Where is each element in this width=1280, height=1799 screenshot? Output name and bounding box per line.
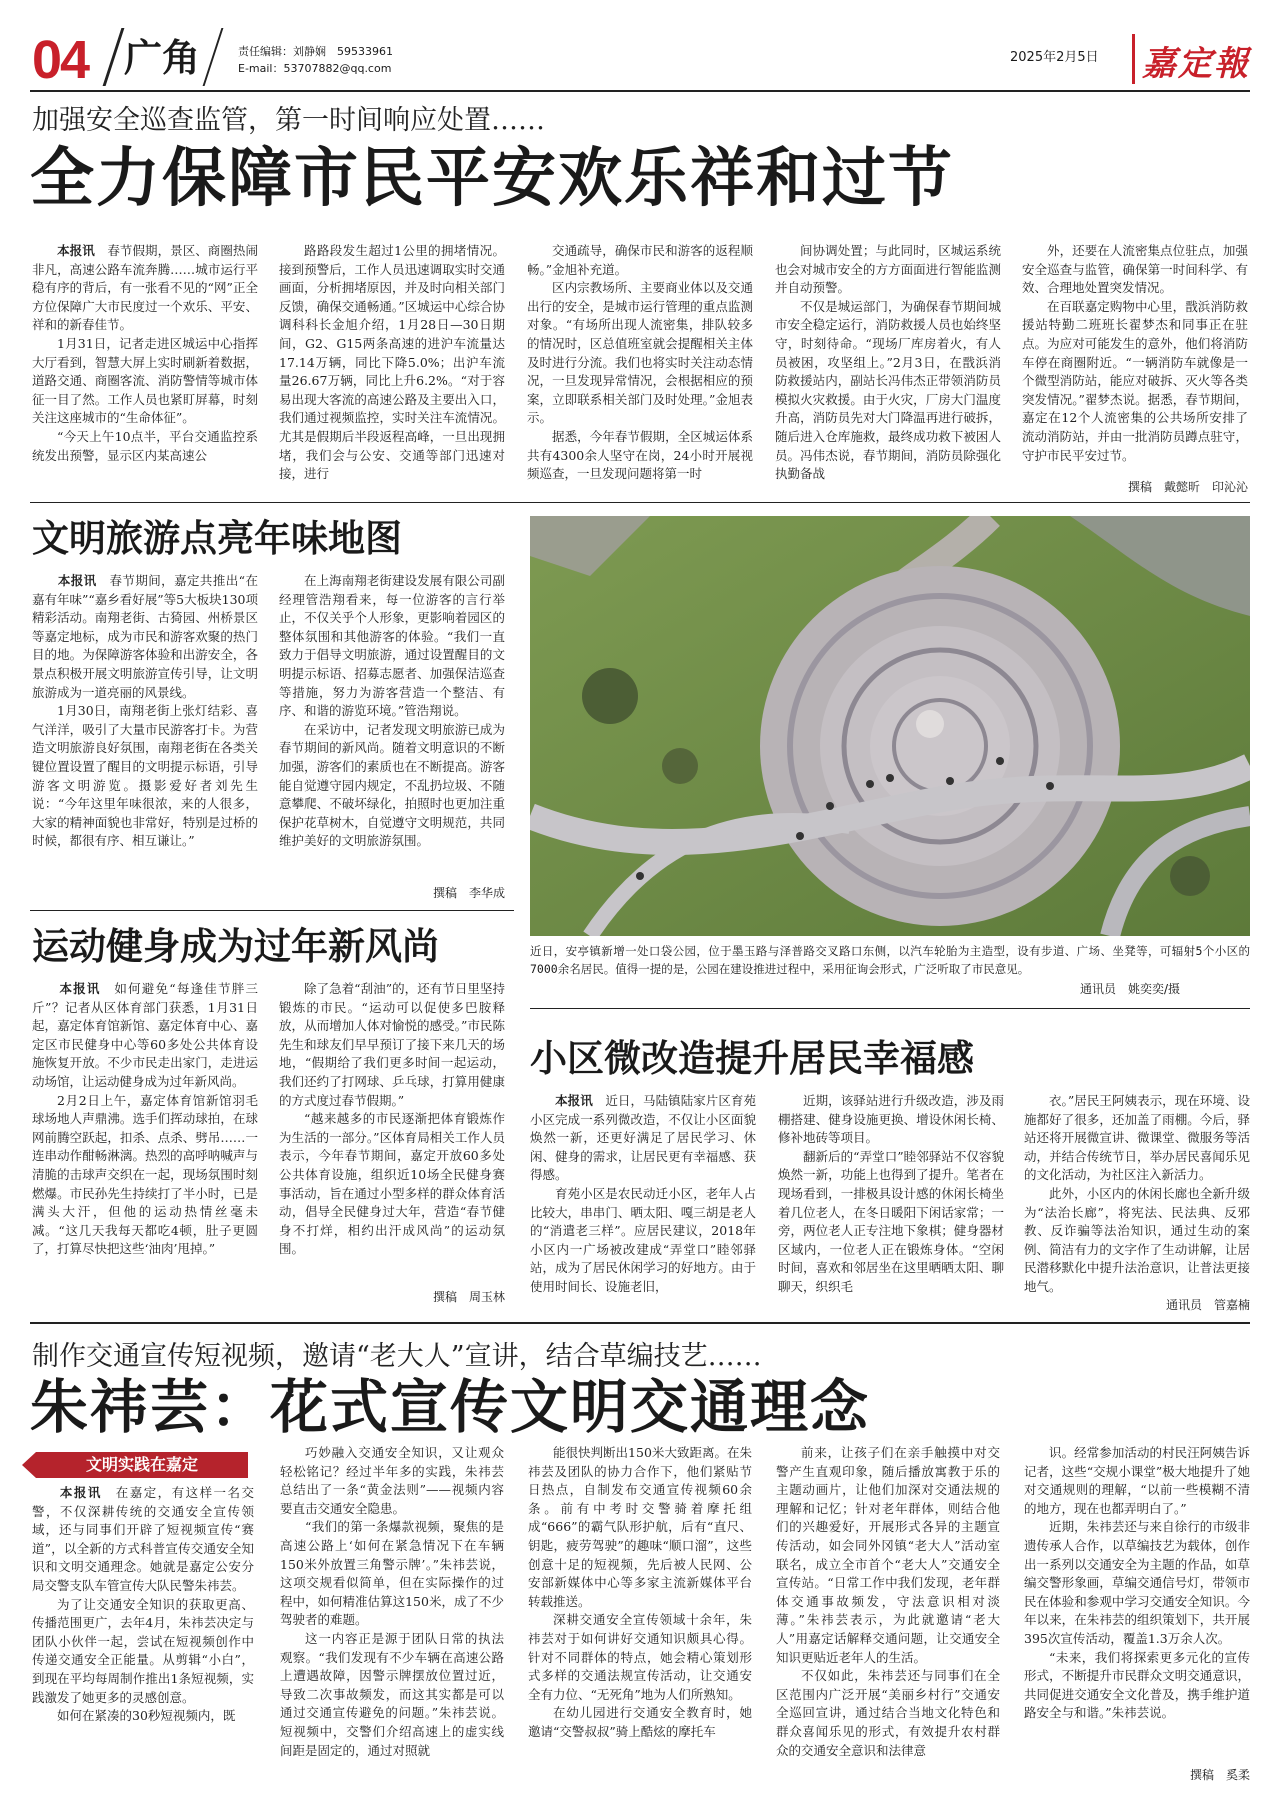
article4-headline: 小区微改造提升居民幸福感 [530, 1037, 974, 1080]
article1-col5 [1022, 242, 1248, 478]
paragraph: 深耕交通安全宣传领域十余年，朱祎芸对于如何讲好交通知识颇具心得。针对不同群体的特点，她会精心策划形式多样的交通法规宣传活动，让交通安全有力位、“无死角”地为人们所熟知。 [528, 1612, 752, 1702]
article4-byline: 通讯员 管嘉楠 [1165, 1298, 1250, 1312]
editor-info: 责任编辑：刘静娴 59533961 [238, 45, 393, 58]
paragraph: 本报讯 春节假期，景区、商圈热闹非凡，高速公路车流奔腾……城市运行平稳有序的背后，有一张看不见的“网”正全方位保障广大市民度过一个欢乐、平安、祥和的新春佳节。 [32, 243, 258, 333]
article1-col4 [775, 242, 1001, 496]
paragraph: 近期，朱祎芸还与来自徐行的市级非遗传承人合作，以草编技艺为载体，创作出一系列以交通安全为主题的作品，如草编交警形象画，草编交通信号灯，带领市民在体验和参观中学习交通安全知识。今年以来，在朱祎芸的组织策划下，共开展395次宣传活动，覆盖1.3万余人次。 [1024, 1519, 1250, 1646]
article1-kicker: 加强安全巡查监管，第一时间响应处置…… [32, 105, 545, 136]
header-divider [103, 28, 125, 86]
paragraph: “未来，我们将探索更多元化的宣传形式，不断提升市民群众文明交通意识，共同促进交通安全文化普及，携手维护道路安全与和谐。”朱祎芸说。 [1024, 1649, 1250, 1721]
paragraph: 1月31日，记者走进区城运中心指挥大厅看到，智慧大屏上实时刷新着数据，道路交通、商圈客流、消防警情等城市体征一目了然。工作人员也紧盯屏幕，时刻关注这座城市的“生命体征”。 [32, 335, 258, 426]
paragraph: 据悉，今年春节假期，全区城运体系共有4300余人坚守在岗，24小时开展视频巡查，一旦发现问题将第一时 [527, 428, 753, 482]
article2-col2 [279, 572, 505, 882]
article5-byline: 撰稿 奚柔 [1189, 1768, 1250, 1782]
paragraph: 前来，让孩子们在亲手触摸中对交警产生直观印象，随后播放寓教于乐的主题动画片，让他们加深对交通法规的理解和记忆；针对老年群体，则结合他们的兴趣爱好，开展形式各异的主题宣传活动，如会同外冈镇“老大人”活动室联名，成立全市首个“老大人”交通安全宣传站。“日常工作中我们发现，老年群体交通事故频发，守法意识相对淡薄。”朱祎芸表示，为此就邀请“老大人”用嘉定话解释交通问题，让交通安全知识更贴近老年人的生活。 [776, 1445, 1000, 1665]
section-name: 广角 [124, 35, 201, 80]
article5-col5 [1024, 1444, 1250, 1764]
article1-byline: 撰稿 戴懿昕 印沁沁 [1127, 480, 1248, 494]
paragraph: 育苑小区是农民动迁小区，老年人占比较大，串串门、晒太阳、嘎三胡是老人的“消遣老三样”。应居民建议，2018年小区内一广场被改建成“弄堂口”睦邻驿站，成为了居民休闲学习的好地方。由于使用时间长、设施老旧， [530, 1185, 756, 1294]
section-rule [30, 910, 514, 911]
article1-col3 [527, 242, 753, 496]
paragraph: 在采访中，记者发现文明旅游已成为春节期间的新风尚。随着文明意识的不断加强，游客们的素质也在不断提高。游客能自觉遵守园内规定，不乱扔垃圾、不随意攀爬、不破坏绿化，拍照时也更加注重保护花草树木，自觉遵守文明规范，共同维护美好的文明旅游氛围。 [279, 721, 505, 849]
paragraph: 交通疏导，确保市民和游客的返程顺畅。”金旭补充道。 [527, 243, 753, 277]
article2-headline: 文明旅游点亮年味地图 [32, 517, 402, 560]
paragraph: 除了急着“刮油”的，还有节日里坚持锻炼的市民。“运动可以促使多巴胺释放，从而增加人体对愉悦的感受。”市民陈先生和球友们早早预订了接下来几天的场地，“假期给了我们更多时间一起运动，我们还约了打网球、乒乓球，打算用健康的方式度过春节假期。” [279, 981, 505, 1108]
paragraph: 区内宗教场所、主要商业体以及交通出行的安全，是城市运行管理的重点监测对象。“有场所出现人流密集，排队较多的情况时，区总值班室就会提醒相关主体及时进行分流。我们也将实时关注动态情况，一旦发现异常情况，会根据相应的预案，立即联系相关部门及时处理。”金旭表示。 [527, 280, 753, 426]
section-rule [30, 1322, 1250, 1324]
paragraph: 衣。”居民王阿姨表示，现在环境、设施都好了很多，还加盖了雨棚。今后，驿站还将开展微宣讲、微课堂、微服务等活动，并结合传统节日，举办居民喜闻乐见的文化活动，为社区注入新活力。 [1024, 1093, 1250, 1183]
article3-byline: 撰稿 周玉林 [432, 1290, 505, 1304]
article3-headline: 运动健身成为过年新风尚 [32, 925, 439, 968]
section-rule [30, 502, 1250, 503]
paragraph: 本报讯 春节期间，嘉定共推出“在嘉有年味”“嘉乡看好展”等5大板块130项精彩活动。南翔老街、古猗园、州桥景区等嘉定地标，成为市民和游客欢聚的热门目的地。为保障游客体验和出游安全，各景点积极开展文明旅游宣传引导，让文明旅游成为一道亮丽的风景线。 [32, 573, 258, 700]
paragraph: 识。经常参加活动的村民汪阿姨告诉记者，这些“交规小课堂”极大地提升了她对交通规则的理解，“以前一些模糊不清的地方，现在也都弄明白了。” [1024, 1445, 1250, 1516]
paragraph: 这一内容正是源于团队日常的执法观察。“我们发现有不少车辆在高速公路上遭遇故障，因警示牌摆放位置过近，导致二次事故频发，而这其实都是可以通过交通宣传避免的问题。”朱祎芸说。短视频中，交警们介绍高速上的虚实线间距是固定的，通过对照就 [280, 1630, 504, 1758]
article5-col2 [280, 1444, 504, 1784]
photo-credit: 通讯员 姚奕奕/摄 [1080, 982, 1181, 996]
article4-col1 [530, 1092, 756, 1314]
editor-email: E-mail：53707882@qq.com [238, 62, 392, 75]
paragraph: 在百联嘉定购物中心里，戬浜消防救援站特勤二班班长翟梦杰和同事正在驻点。为应对可能发生的意外，他们将消防车停在商圈附近。“一辆消防车就像是一个微型消防站，能应对破拆、灭火等各类突发情况。”翟梦杰说。据悉，春节期间，嘉定在12个人流密集的公共场所安排了流动消防站，并由一批消防员蹲点驻守，守护市民平安过节。 [1022, 298, 1248, 463]
article5-col4 [776, 1444, 1000, 1784]
pocket-park-photo [530, 516, 1250, 936]
masthead: 嘉定報 [1142, 44, 1250, 84]
article1-col2 [279, 242, 505, 496]
paragraph: 2月2日上午，嘉定体育馆新馆羽毛球场地人声鼎沸。选手们挥动球拍，在球网前腾空跃起，扣杀、点杀、劈吊……一连串动作酣畅淋漓。热烈的高呼呐喊声与清脆的击球声交织在一起，现场氛围时刻燃爆。市民孙先生持续打了半小时，已是满头大汗，但他的运动热情丝毫未减。“这几天我每天都吃4顿，肚子更圆了，打算尽快把这些‘油肉’甩掉。” [32, 1092, 258, 1257]
paragraph: 在上海南翔老街建设发展有限公司副经理管浩翔看来，每一位游客的言行举止，不仅关乎个人形象，更影响着园区的整体氛围和其他游客的体验。“我们一直致力于倡导文明旅游，通过设置醒目的文明提示标语、招募志愿者、加强保洁巡查等措施，努力为游客营造一个整洁、有序、和谐的游览环境。”管浩翔说。 [279, 573, 505, 719]
paragraph: 不仅是城运部门，为确保春节期间城市安全稳定运行，消防救援人员也始终坚守，时刻待命。“现场厂库房着火，有人员被困，攻坚组上。”2月3日，在戬浜消防救援站内，副站长冯伟杰正带领消防员模拟火灾救援。由于火灾，厂房大门温度升高，消防员先对大门降温再进行破拆，随后进入仓库施救，最终成功救下被困人员。冯伟杰说，春节期间，消防员除强化执勤备战 [775, 298, 1001, 482]
paragraph: 在幼儿园进行交通安全教育时，她邀请“交警叔叔”骑上酷炫的摩托车 [528, 1705, 752, 1739]
paragraph: 为了让交通安全知识的获取更高、传播范围更广，去年4月，朱祎芸决定与团队小伙伴一起，尝试在短视频创作中传递交通安全正能量。从剪辑“小白”，到现在平均每周制作推出1条短视频，实践激发了她更多的灵感创意。 [32, 1596, 254, 1705]
paragraph: 本报讯 如何避免“每逢佳节胖三斤”？记者从区体育部门获悉，1月31日起，嘉定体育馆新馆、嘉定体育中心、嘉定区市民健身中心等60多处公共体育设施恢复开放。不少市民走出家门，走进运动场馆，让运动健身成为过年新风尚。 [32, 981, 258, 1089]
issue-date: 2025年2月5日 [1010, 50, 1099, 65]
article5-col3 [528, 1444, 752, 1784]
paragraph: 巧妙融入交通安全知识，又让观众轻松铭记？经过半年多的实践，朱祎芸总结出了一条“黄金法则”——视频内容要直击交通安全隐患。 [280, 1445, 504, 1516]
article4-col2 [778, 1092, 1004, 1314]
photo-caption: 近日，安亭镇新增一处口袋公园，位于墨玉路与泽普路交叉路口东侧，以汽车轮胎为主造型，设有步道、广场、坐凳等，可辐射5个小区的7000余名居民。值得一提的是，公园在建设推进过程中，采用征询会形式，广泛听取了市民意见。 [530, 944, 1250, 976]
article5-headline: 朱祎芸：花式宣传文明交通理念 [30, 1373, 871, 1441]
paragraph: 外，还要在人流密集点位驻点，加强安全巡查与监管，确保第一时间科学、有效、合理地处置突发情况。 [1022, 243, 1248, 296]
paragraph: 此外，小区内的休闲长廊也全新升级为“法治长廊”，将宪法、民法典、反邪教、反诈骗等法治知识，通过生动的案例、简洁有力的文字作了生动讲解，让居民潜移默化中提升法治意识，让普法更接地气。 [1024, 1185, 1250, 1294]
park-aerial-image [530, 516, 1250, 936]
paragraph: 1月30日，南翔老街上张灯结彩、喜气洋洋，吸引了大量市民游客打卡。为营造文明旅游良好氛围，南翔老街在各类关键位置设置了醒目的文明提示标语，引导游客文明游览。摄影爱好者刘先生说：“今年这里年味很浓，来的人很多，大家的精神面貌也非常好，特别是过桥的时候，都很有序、相互谦让。” [32, 703, 258, 849]
masthead-divider [1132, 34, 1135, 84]
paragraph: 不仅如此，朱祎芸还与同事们在全区范围内广泛开展“美丽乡村行”交通安全巡回宣讲，通过结合当地文化特色和群众喜闻乐见的形式，有效提升农村群众的交通安全意识和法律意 [776, 1668, 1000, 1758]
article4-col3 [1024, 1092, 1250, 1296]
paragraph: “今天上午10点半，平台交通监控系统发出预警，显示区内某高速公 [32, 428, 258, 463]
section-rule [530, 1008, 1250, 1009]
paragraph: 路路段发生超过1公里的拥堵情况。接到预警后，工作人员迅速调取实时交通画面，分析拥堵原因，并及时向相关部门反馈，确保交通畅通。”区城运中心综合协调科科长金旭介绍，1月28日—30日期间，G2、G15两条高速的进沪车流量达17.14万辆，同比下降5.0%；出沪车流量26.67万辆，同比上升6.2%。“对于容易出现大客流的高速公路及主要出入口，我们通过视频监控，实时关注车流情况。尤其是假期后半段返程高峰，一旦出现拥堵，我们会与公安、交通等部门迅速对接，进行 [279, 243, 505, 482]
paragraph: “越来越多的市民逐渐把体育锻炼作为生活的一部分。”区体育局相关工作人员表示，今年春节期间，嘉定开放60多处公共体育设施，组织近10场全民健身赛事活动，旨在通过小型多样的群众体育活动，倡导全民健身过大年，营造“春节健身不打烊，相约出汗成风尚”的运动氛围。 [279, 1111, 505, 1257]
article3-col1 [32, 980, 258, 1304]
header-divider [203, 28, 224, 86]
article1-headline: 全力保障市民平安欢乐祥和过节 [30, 142, 954, 216]
paragraph: “我们的第一条爆款视频，聚焦的是高速公路上‘如何在紧急情况下在车辆150米外放置三角警示牌’。”朱祎芸说，这项交规看似简单，但在实际操作的过程中，如何精准估算这150米，成了不少驾驶者的难题。 [280, 1519, 504, 1628]
column-badge: 文明实践在嘉定 [36, 1452, 248, 1478]
paragraph: 本报讯 近日，马陆镇陆家片区育苑小区完成一系列微改造，不仅让小区面貌焕然一新，还更好满足了居民学习、休闲、健身的需求，让居民更有幸福感、获得感。 [530, 1093, 756, 1183]
paragraph: 本报讯 在嘉定，有这样一名交警，不仅深耕传统的交通安全宣传领域，还与同事们开辟了短视频宣传“赛道”，以全新的方式科普宣传交通安全知识和文明交通理念。她就是嘉定公安分局交警支队车管宣传大队民警朱祎芸。 [32, 1485, 254, 1593]
paragraph: 翻新后的“弄堂口”睦邻驿站不仅容貌焕然一新，功能上也得到了提升。笔者在现场看到，一排极具设计感的休闲长椅坐着几位老人，在冬日暖阳下闲话家常；一旁，两位老人正专注地下象棋；健身器材区域内，一位老人正在锻炼身体。“空闲时间，喜欢和邻居坐在这里晒晒太阳、聊聊天，织织毛 [778, 1148, 1004, 1294]
article3-col2 [279, 980, 505, 1280]
header-rule [30, 90, 1250, 92]
paragraph: 如何在紧凑的30秒短视频内，既 [57, 1708, 236, 1724]
article2-col1 [32, 572, 258, 898]
paragraph: 能很快判断出150米大致距离。在朱祎芸及团队的协力合作下，他们紧贴节日热点，自制发布交通宣传视频60余条。前有中考时交警骑着摩托组成“666”的霸气队形护航，后有“直尺、钥匙，疲劳驾驶”的趣味“顺口溜”，这些创意十足的短视频，先后被人民网、公安部新媒体中心等多家主流新媒体平台转载推送。 [528, 1445, 752, 1609]
paragraph: 间协调处置；与此同时，区城运系统也会对城市安全的方方面面进行智能监测并自动预警。 [775, 243, 1001, 296]
article5-col1 [32, 1484, 254, 1784]
article2-byline: 撰稿 李华成 [432, 886, 505, 900]
page-number: 04 [32, 30, 89, 90]
article5-kicker: 制作交通宣传短视频，邀请“老大人”宣讲，结合草编技艺…… [32, 1341, 762, 1372]
paragraph: 近期，该驿站进行升级改造，涉及雨棚搭建、健身设施更换、增设休闲长椅、修补地砖等项目。 [778, 1093, 1004, 1146]
article1-col1 [32, 242, 258, 496]
